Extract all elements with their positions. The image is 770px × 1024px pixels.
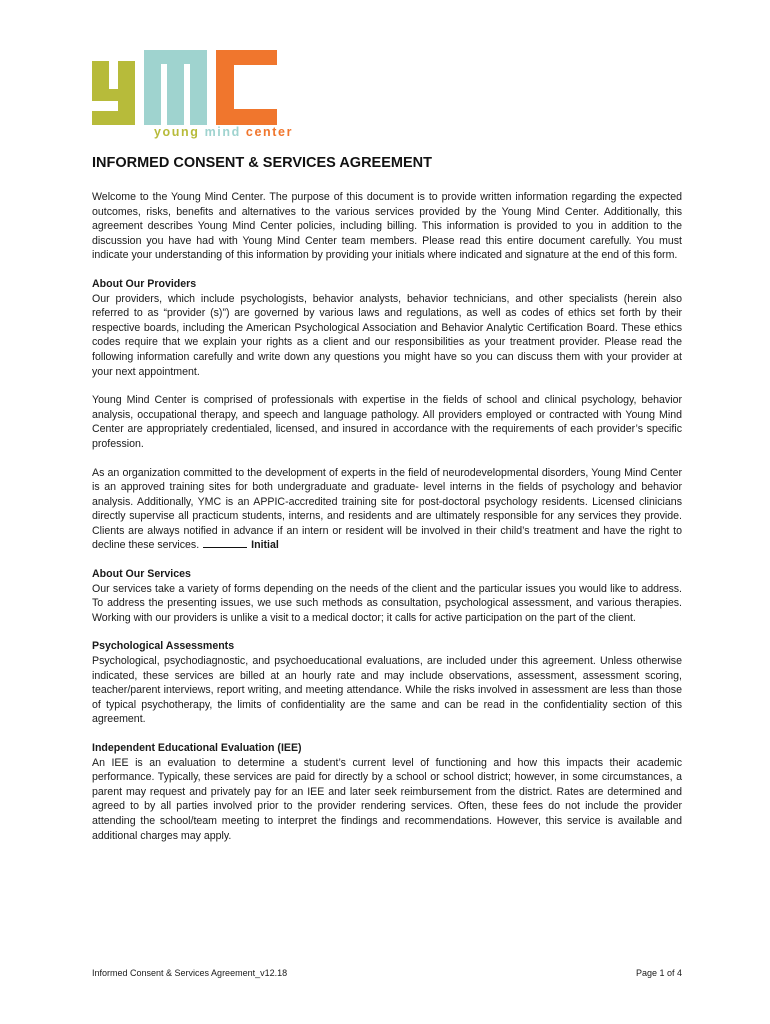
intro-paragraph: Welcome to the Young Mind Center. The purpose of this document is to provide written information regarding the expected outcomes, risks, benefits and alternatives to the various services provided by the Young Mind Center. Additionally, this agreement describes Young Mind Center policies, including billing. This information is provided to you in addition to the discussion you have had with Young Mind Center team members. Please read this entire document carefully. You must indicate your understanding of this information by providing your initials where indicated and signature at the end of this form. [92,191,682,262]
services-heading: About Our Services [92,568,191,581]
initial-blank-line[interactable] [203,538,247,548]
assessments-paragraph-1: Psychological, psychodiagnostic, and psychoeducational evaluations, are included under this agreement. Unless otherwise indicated, these services are billed at an hourly rate and may include observations, assessment, assessment scoring, teacher/parent interviews, report writing, and meeting attendance. While the risks involved in assessment are less than those of typical psychotherapy, the limits of confidentiality are the same and can be read in the confidentiality section of this agreement. [92,655,682,726]
ymc-logo [92,47,312,142]
tagline-mind: mind [204,125,241,139]
iee-heading: Independent Educational Evaluation (IEE) [92,742,302,754]
services-paragraph-1: Our services take a variety of forms depending on the needs of the client and the particular issues you would like to address. To address the presenting issues, we use such methods as consultation, psychological assessment, and various therapies. Working with our providers is unlike a visit to a medical doctor; it calls for active participation on the part of the client. [92,582,682,624]
providers-paragraph-2: Young Mind Center is comprised of professionals with expertise in the fields of school and clinical psychology, behavior analysis, occupational therapy, and speech and language pathology. All providers employed or contracted with Young Mind Center are appropriately credentialed, licensed, and insured in accordance with the requirements of each provider’s specific profession. [92,394,682,450]
providers-paragraph-3 [92,466,682,554]
document-body [92,190,682,857]
tagline-young: young [154,125,200,139]
assessments-heading: Psychological Assessments [92,640,235,653]
ymc-logo-mark [92,47,312,125]
logo-tagline [154,125,293,139]
providers-paragraph-1: Our providers, which include psychologists, behavior analysts, behavior technicians, and other specialists (herein also referred to as “provider (s)”) are governed by various laws and regulations, as well as codes of ethics set forth by their respective boards, including the American Psychological Association and Behavior Analytic Certification Board. These ethics codes require that we explain your rights as a client and our responsibilities as your treatment provider. Please read the following information carefully and write down any questions you might have so you can discuss them with your provider at your next appointment. [92,292,682,378]
tagline-center: center [245,125,294,139]
footer-document-name: Informed Consent & Services Agreement_v12.18 [92,968,288,978]
iee-paragraph-1: An IEE is an evaluation to determine a student’s current level of functioning and how this impacts their academic performance. Typically, these services are paid for directly by a school or school district; however, in some circumstances, a parent may request and privately pay for an IEE and later seek reimbursement from the district. Rates are determined and agreed to by all parties involved prior to the provider rendering services. Often, these fees do not include the provider attending the school/team meeting to interpret the findings and recommendations. However, this service is available and additional charges may apply. [92,756,682,842]
initial-label: Initial [251,539,279,552]
footer-page-number: Page 1 of 4 [635,968,682,978]
document-title: INFORMED CONSENT & SERVICES AGREEMENT [92,155,432,171]
providers-heading: About Our Providers [92,277,197,290]
providers-paragraph-3-text: As an organization committed to the development of experts in the field of neurodevelopmental disorders, Young Mind Center is an approved training sites for both undergraduate and graduate- level interns in the fields of psychology and behavior analysis. Additionally, YMC is an APPIC-accredited training site for post-doctoral psychology residents. Licensed clinicians directly supervise all practicum students, interns, and residents and are ultimately responsible for any services they provide. Clients are always notified in advance if an intern or resident will be involved in their child’s treatment and have the right to decline these services. [92,466,682,552]
